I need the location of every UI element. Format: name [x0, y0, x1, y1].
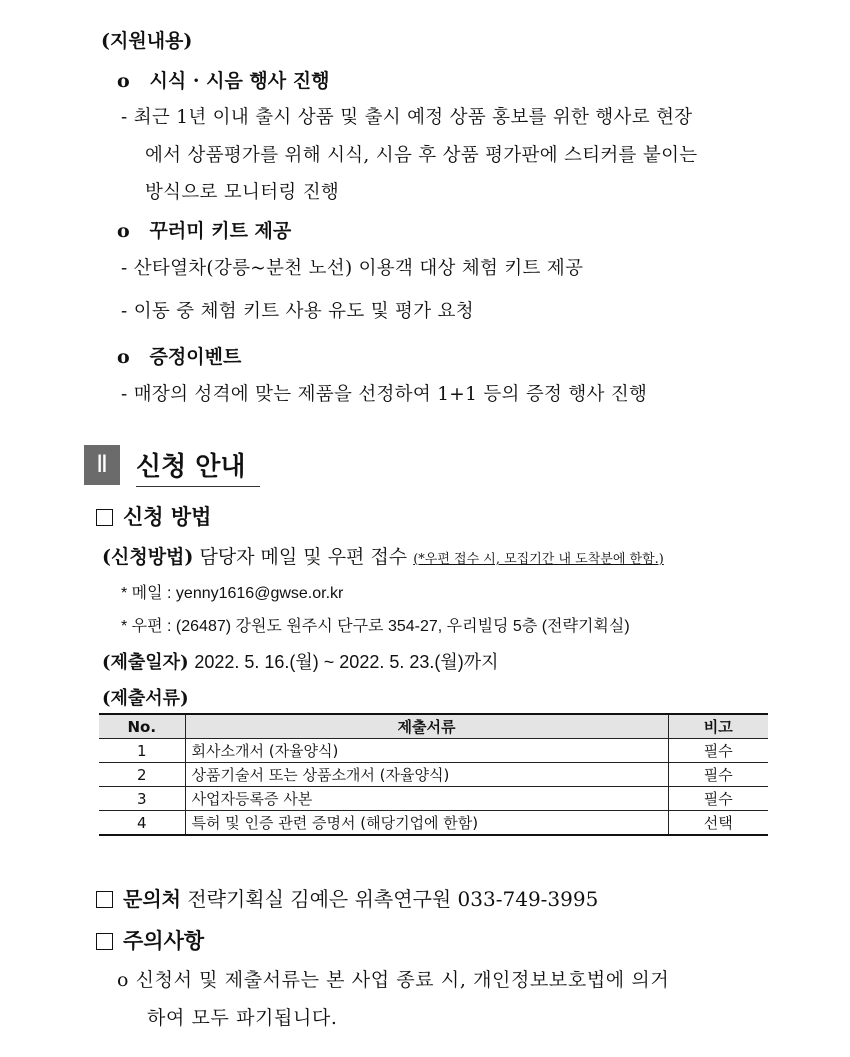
- circle-bullet-icon: o: [117, 346, 130, 368]
- table-row: [99, 739, 768, 763]
- apply-email-line: * 메일 : yenny1616@gwse.or.kr: [121, 585, 344, 602]
- caution-heading: 주의사항: [96, 925, 204, 955]
- row-document: 특허 및 인증 관련 증명서 (해당기업에 한함): [185, 811, 668, 836]
- support-item-1-line-2: 에서 상품평가를 위해 시식, 시음 후 상품 평가판에 스티커를 붙이는: [145, 145, 698, 166]
- checkbox-square-icon: [96, 891, 113, 908]
- circle-bullet-icon: o: [117, 70, 130, 92]
- row-note: 필수: [668, 787, 768, 811]
- table-row: [99, 787, 768, 811]
- checkbox-square-icon: [96, 509, 113, 526]
- apply-method-note: (*우편 접수 시, 모집기간 내 도착분에 한함.): [413, 552, 664, 567]
- circle-bullet-icon: o: [117, 220, 130, 242]
- apply-date-label: (제출일자): [102, 652, 189, 673]
- caution-line-2: 하여 모두 파기됩니다.: [147, 1007, 338, 1029]
- documents-table: [99, 713, 768, 836]
- caution-line-1: o 신청서 및 제출서류는 본 사업 종료 시, 개인정보보호법에 의거: [117, 969, 670, 991]
- apply-method-text: 담당자 메일 및 우편 접수: [199, 546, 408, 568]
- table-header-row: [99, 714, 768, 739]
- apply-method-line: [102, 542, 664, 569]
- support-item-2-title: o 꾸러미 키트 제공: [117, 220, 292, 242]
- row-note: 선택: [668, 811, 768, 836]
- apply-date-text: 2022. 5. 16.(월) ~ 2022. 5. 23.(월)까지: [194, 652, 499, 672]
- support-item-1-title: o 시식 · 시음 행사 진행: [117, 70, 330, 92]
- checkbox-square-icon: [96, 933, 113, 950]
- support-item-3-line-1: - 매장의 성격에 맞는 제품을 선정하여 1+1 등의 증정 행사 진행: [121, 384, 648, 405]
- row-document: 사업자등록증 사본: [185, 787, 668, 811]
- apply-date-line: [102, 648, 499, 674]
- row-no: 1: [99, 739, 185, 763]
- row-no: 2: [99, 763, 185, 787]
- support-heading: (지원내용): [101, 30, 193, 52]
- header-note: 비고: [668, 714, 768, 739]
- contact-line: [96, 883, 598, 912]
- row-no: 4: [99, 811, 185, 836]
- row-document: 회사소개서 (자율양식): [185, 739, 668, 763]
- section-number-box: Ⅱ: [84, 445, 120, 485]
- support-item-1-line-1: - 최근 1년 이내 출시 상품 및 출시 예정 상품 홍보를 위한 행사로 현장: [121, 107, 693, 128]
- section-title: 신청 안내: [136, 446, 260, 487]
- row-note: 필수: [668, 739, 768, 763]
- support-item-2-line-2: - 이동 중 체험 키트 사용 유도 및 평가 요청: [121, 301, 474, 322]
- contact-text: 전략기획실 김예은 위촉연구원 033-749-3995: [187, 887, 599, 911]
- support-item-1-line-3: 방식으로 모니터링 진행: [145, 182, 340, 203]
- header-document: 제출서류: [185, 714, 668, 739]
- table-row: [99, 811, 768, 836]
- apply-heading: 신청 방법: [96, 501, 211, 531]
- apply-docs-label: (제출서류): [102, 688, 189, 709]
- apply-method-label: (신청방법): [102, 546, 194, 568]
- row-no: 3: [99, 787, 185, 811]
- support-item-2-line-1: - 산타열차(강릉~분천 노선) 이용객 대상 체험 키트 제공: [121, 258, 584, 279]
- row-document: 상품기술서 또는 상품소개서 (자율양식): [185, 763, 668, 787]
- table-row: [99, 763, 768, 787]
- header-no: No.: [99, 714, 185, 739]
- apply-post-line: * 우편 : (26487) 강원도 원주시 단구로 354-27, 우리빌딩 5층 (전략기획실): [121, 618, 630, 635]
- row-note: 필수: [668, 763, 768, 787]
- support-item-3-title: o 증정이벤트: [117, 346, 242, 368]
- contact-label: 문의처: [123, 887, 181, 911]
